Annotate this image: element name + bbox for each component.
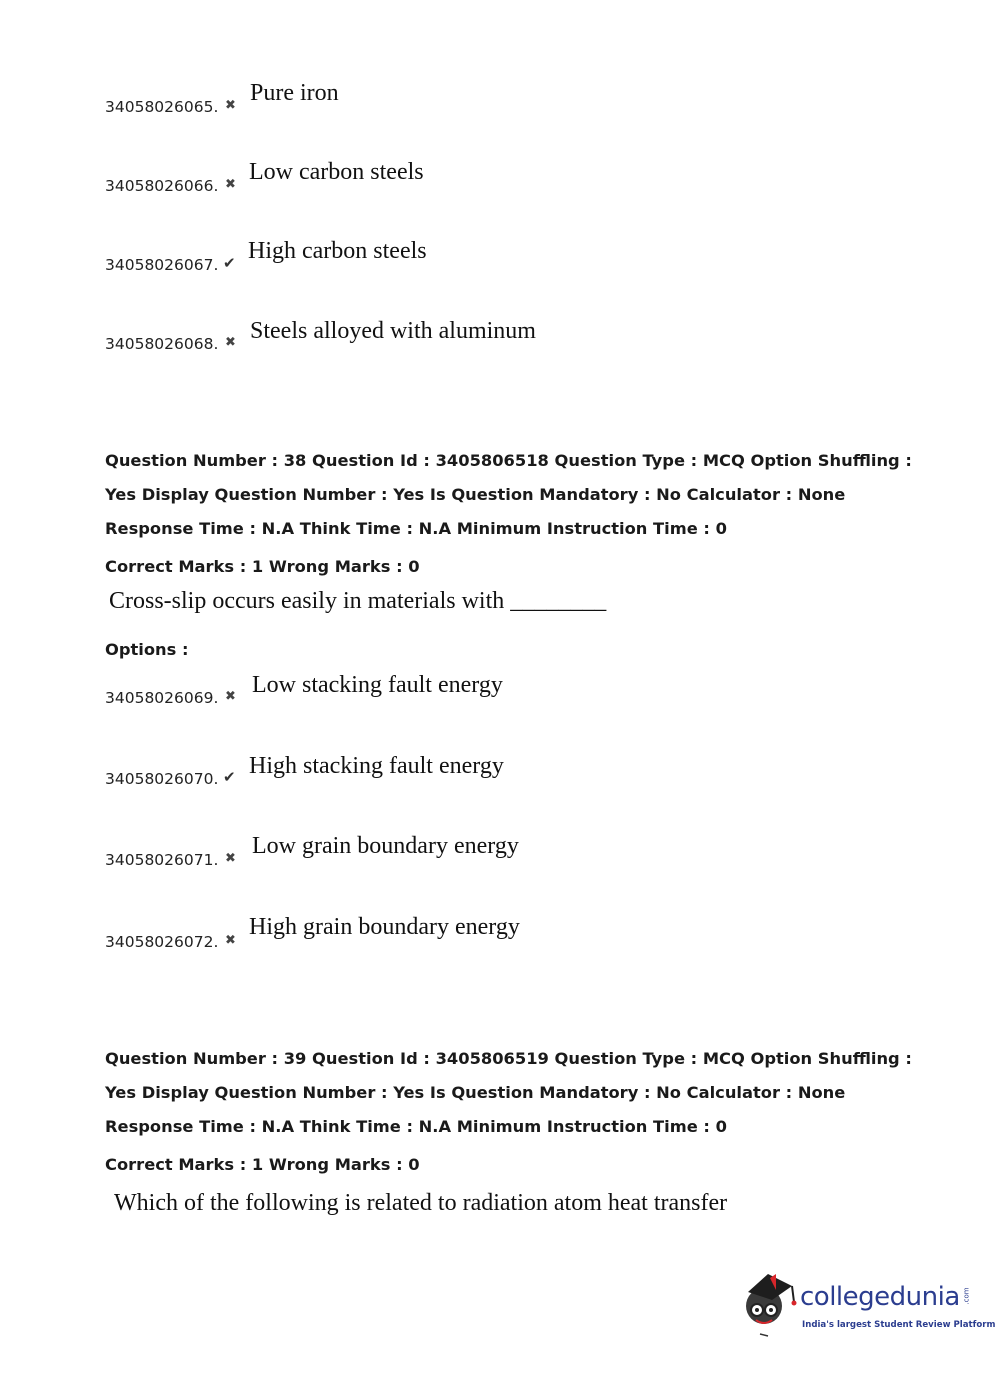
option-text: High carbon steels bbox=[248, 238, 427, 264]
option-id: 34058026071. bbox=[105, 851, 219, 869]
wrong-icon: ✖ bbox=[225, 98, 236, 113]
question-meta: Question Number : 38 Question Id : 3405806518 Question Type : MCQ Option Shuffling : Yes Display Question Number : Yes Is Question Mandatory : No Calculator : None Response Time : N.A Think Time : N.A Minimum Instruction Time : 0 bbox=[105, 451, 912, 538]
wrong-icon: ✖ bbox=[225, 933, 236, 948]
logo-tagline: India's largest Student Review Platform bbox=[802, 1320, 996, 1330]
option-text: Pure iron bbox=[250, 80, 339, 106]
wrong-icon: ✖ bbox=[225, 335, 236, 350]
options-label: Options : bbox=[105, 640, 189, 659]
marks-info: Correct Marks : 1 Wrong Marks : 0 bbox=[105, 1155, 420, 1174]
option-text: High grain boundary energy bbox=[249, 914, 520, 940]
option-text: Low grain boundary energy bbox=[252, 833, 519, 859]
mascot-icon bbox=[742, 1272, 800, 1342]
option-id: 34058026067. bbox=[105, 256, 219, 274]
option-id: 34058026065. bbox=[105, 98, 219, 116]
option-id: 34058026072. bbox=[105, 933, 219, 951]
option-id: 34058026066. bbox=[105, 177, 219, 195]
option-text: Low carbon steels bbox=[249, 159, 424, 185]
question-meta: Question Number : 39 Question Id : 3405806519 Question Type : MCQ Option Shuffling : Yes Display Question Number : Yes Is Question Mandatory : No Calculator : None Response Time : N.A Think Time : N.A Minimum Instruction Time : 0 bbox=[105, 1049, 912, 1136]
check-icon: ✔ bbox=[223, 768, 236, 786]
question-text: Cross-slip occurs easily in materials with ________ bbox=[109, 588, 607, 614]
check-icon: ✔ bbox=[223, 254, 236, 272]
wrong-icon: ✖ bbox=[225, 177, 236, 192]
option-text: Low stacking fault energy bbox=[252, 672, 503, 698]
option-id: 34058026069. bbox=[105, 689, 219, 707]
wrong-icon: ✖ bbox=[225, 851, 236, 866]
logo-suffix: .com bbox=[962, 1287, 971, 1305]
option-text: Steels alloyed with aluminum bbox=[250, 318, 536, 344]
collegedunia-logo bbox=[742, 1272, 996, 1342]
marks-info: Correct Marks : 1 Wrong Marks : 0 bbox=[105, 557, 420, 576]
option-id: 34058026068. bbox=[105, 335, 219, 353]
logo-name: collegedunia bbox=[800, 1282, 960, 1312]
option-id: 34058026070. bbox=[105, 770, 219, 788]
question-text: Which of the following is related to radiation atom heat transfer bbox=[114, 1190, 728, 1216]
wrong-icon: ✖ bbox=[225, 689, 236, 704]
option-text: High stacking fault energy bbox=[249, 753, 504, 779]
